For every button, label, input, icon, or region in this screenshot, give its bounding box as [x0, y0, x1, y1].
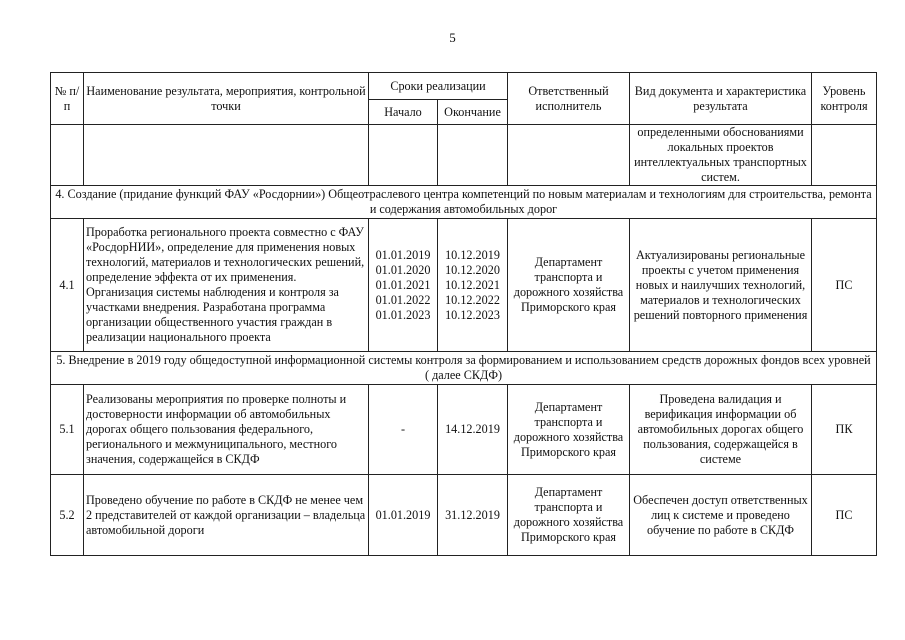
end-date: 31.12.2019 — [445, 507, 500, 522]
cell-responsible: Департамент транспорта и дорожного хозяйства Приморского края — [508, 475, 630, 556]
section-title: 4. Создание (придание функций ФАУ «Росдорнии») Общеотраслевого центра компетенций по новым материалам и технологиям для строительства, ремонта и содержания автомобильных дорог — [51, 186, 877, 219]
cell-empty — [812, 125, 877, 186]
end-date: 10.12.2019 — [445, 247, 500, 262]
start-date: 01.01.2021 — [375, 277, 431, 292]
cell-end — [438, 475, 508, 556]
start-date: 01.01.2019 — [375, 247, 431, 262]
start-date: 01.01.2020 — [375, 262, 431, 277]
cell-empty — [84, 125, 369, 186]
section-title: 5. Внедрение в 2019 году общедоступной информационной системы контроля за формированием и использованием средств дорожных фондов всех уровней ( далее СКДФ) — [51, 352, 877, 385]
cell-end — [438, 219, 508, 352]
cell-level: ПС — [812, 475, 877, 556]
cell-start — [369, 385, 438, 475]
start-date: - — [400, 422, 406, 436]
cell-start — [369, 475, 438, 556]
table-row — [51, 219, 877, 352]
cell-name: Проработка регионального проекта совместно с ФАУ «РосдорНИИ», определение для применения новых технологий, материалов и технологических решений, определение эффекта от их применения. Организация системы наблюдения и контроля за участками внедрения. Разработана программа организации общественного участия граждан в реализации национального проекта — [84, 219, 369, 352]
header-name: Наименование результата, мероприятия, контрольной точки — [84, 73, 369, 125]
end-date: 10.12.2020 — [445, 262, 500, 277]
cell-doc: Актуализированы региональные проекты с учетом применения новых и наилучших технологий, материалов и технологических решений повторного применения — [630, 219, 812, 352]
cell-end — [438, 385, 508, 475]
end-date: 10.12.2021 — [445, 277, 500, 292]
cell-name: Реализованы мероприятия по проверке полноты и достоверности информации об автомобильных дорогах общего пользования федерального, регионального и межмуниципального, местного значения, содержащейся в СКДФ — [84, 385, 369, 475]
cell-empty — [508, 125, 630, 186]
table-row-continuation — [51, 125, 877, 186]
cell-empty — [438, 125, 508, 186]
header-level: Уровень контроля — [812, 73, 877, 125]
cell-empty — [369, 125, 438, 186]
cell-empty — [51, 125, 84, 186]
table-row — [51, 475, 877, 556]
cell-doc: Проведена валидация и верификация информации об автомобильных дорогах общего пользования, содержащейся в системе — [630, 385, 812, 475]
header-terms: Сроки реализации — [369, 73, 508, 100]
section-row — [51, 186, 877, 219]
header-row — [51, 73, 877, 100]
cell-doc: определенными обоснованиями локальных проектов интеллектуальных транспортных систем. — [630, 125, 812, 186]
header-end: Окончание — [438, 100, 508, 125]
end-date: 10.12.2022 — [445, 292, 500, 307]
plan-table — [50, 72, 877, 556]
end-date: 14.12.2019 — [445, 422, 500, 436]
cell-level: ПС — [812, 219, 877, 352]
cell-num: 4.1 — [51, 219, 84, 352]
cell-responsible: Департамент транспорта и дорожного хозяйства Приморского края — [508, 385, 630, 475]
table-row — [51, 385, 877, 475]
cell-name: Проведено обучение по работе в СКДФ не менее чем 2 представителей от каждой организации – владельца автомобильной дороги — [84, 475, 369, 556]
start-date: 01.01.2022 — [375, 292, 431, 307]
header-responsible: Ответственный исполнитель — [508, 73, 630, 125]
section-row — [51, 352, 877, 385]
start-date: 01.01.2019 — [375, 507, 431, 522]
end-date: 10.12.2023 — [445, 307, 500, 322]
header-start: Начало — [369, 100, 438, 125]
cell-start — [369, 219, 438, 352]
header-doc: Вид документа и характеристика результата — [630, 73, 812, 125]
cell-num: 5.1 — [51, 385, 84, 475]
cell-responsible: Департамент транспорта и дорожного хозяйства Приморского края — [508, 219, 630, 352]
start-date: 01.01.2023 — [375, 307, 431, 322]
cell-level: ПК — [812, 385, 877, 475]
header-num: № п/п — [51, 73, 84, 125]
cell-num: 5.2 — [51, 475, 84, 556]
page-number: 5 — [449, 30, 456, 45]
cell-doc: Обеспечен доступ ответственных лиц к системе и проведено обучение по работе в СКДФ — [630, 475, 812, 556]
